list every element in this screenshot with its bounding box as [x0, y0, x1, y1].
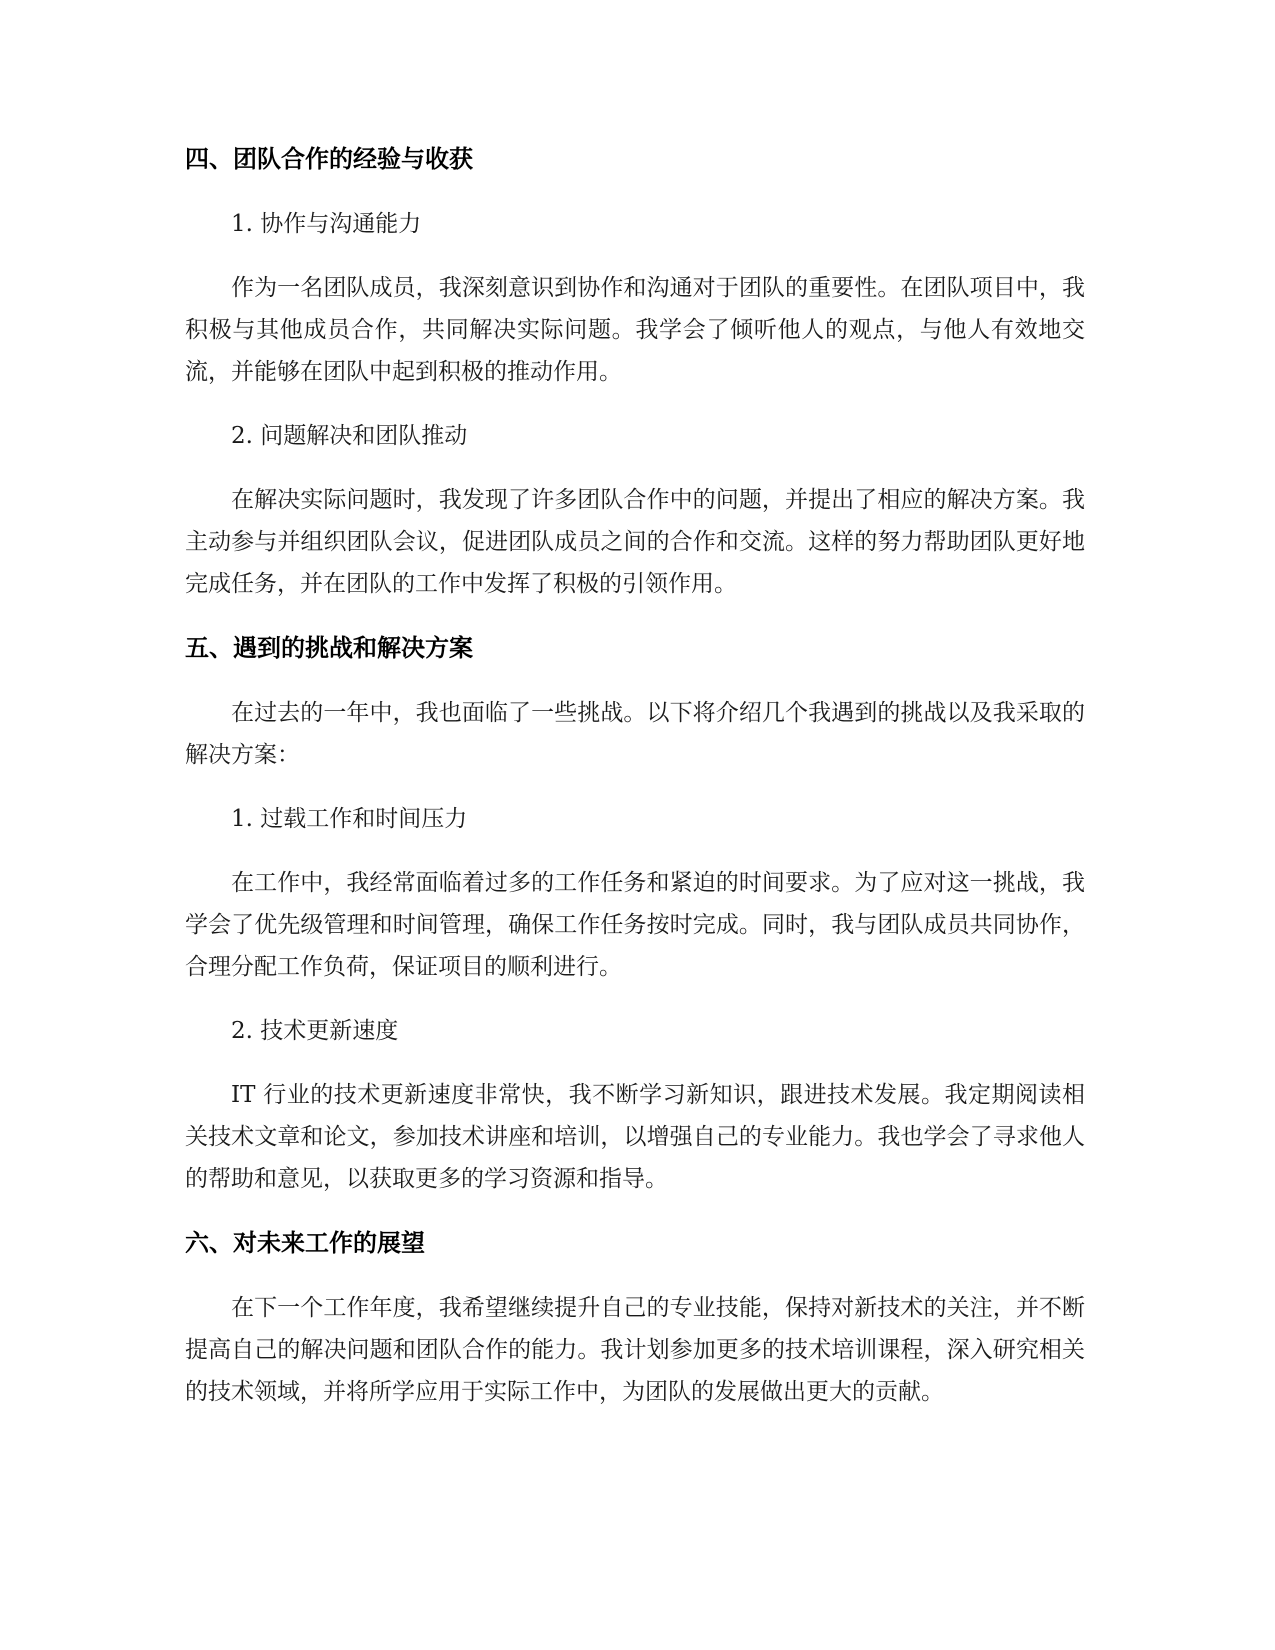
paragraph: 在下一个工作年度，我希望继续提升自己的专业技能，保持对新技术的关注，并不断提高自己的解决问题和团队合作的能力。我计划参加更多的技术培训课程，深入研究相关的技术领域，并将所学应用于实际工作中，为团队的发展做出更大的贡献。	[185, 1295, 1085, 1405]
paragraph: 在工作中，我经常面临着过多的工作任务和紧迫的时间要求。为了应对这一挑战，我学会了优先级管理和时间管理，确保工作任务按时完成。同时，我与团队成员共同协作，合理分配工作负荷，保证项目的顺利进行。	[185, 870, 1085, 980]
section-heading: 四、团队合作的经验与收获	[185, 145, 473, 173]
paragraph: IT 行业的技术更新速度非常快，我不断学习新知识，跟进技术发展。我定期阅读相关技术文章和论文，参加技术讲座和培训，以增强自己的专业能力。我也学会了寻求他人的帮助和意见，以获取更多的学习资源和指导。	[185, 1082, 1085, 1192]
paragraph: 在解决实际问题时，我发现了许多团队合作中的问题，并提出了相应的解决方案。我主动参与并组织团队会议，促进团队成员之间的合作和交流。这样的努力帮助团队更好地完成任务，并在团队的工作中发挥了积极的引领作用。	[185, 487, 1085, 597]
paragraph: 作为一名团队成员，我深刻意识到协作和沟通对于团队的重要性。在团队项目中，我积极与其他成员合作，共同解决实际问题。我学会了倾听他人的观点，与他人有效地交流，并能够在团队中起到积极的推动作用。	[185, 275, 1085, 385]
document-body	[185, 138, 1085, 1435]
subheading: 2. 技术更新速度	[231, 1018, 399, 1044]
section-outlook	[185, 1222, 1085, 1413]
section-teamwork	[185, 138, 1085, 605]
section-challenges	[185, 627, 1085, 1200]
section-heading: 五、遇到的挑战和解决方案	[185, 634, 473, 662]
paragraph: 在过去的一年中，我也面临了一些挑战。以下将介绍几个我遇到的挑战以及我采取的解决方案：	[185, 700, 1085, 768]
subheading: 2. 问题解决和团队推动	[231, 423, 468, 449]
subheading: 1. 协作与沟通能力	[231, 211, 422, 237]
subheading: 1. 过载工作和时间压力	[231, 806, 468, 832]
section-heading: 六、对未来工作的展望	[185, 1229, 425, 1257]
